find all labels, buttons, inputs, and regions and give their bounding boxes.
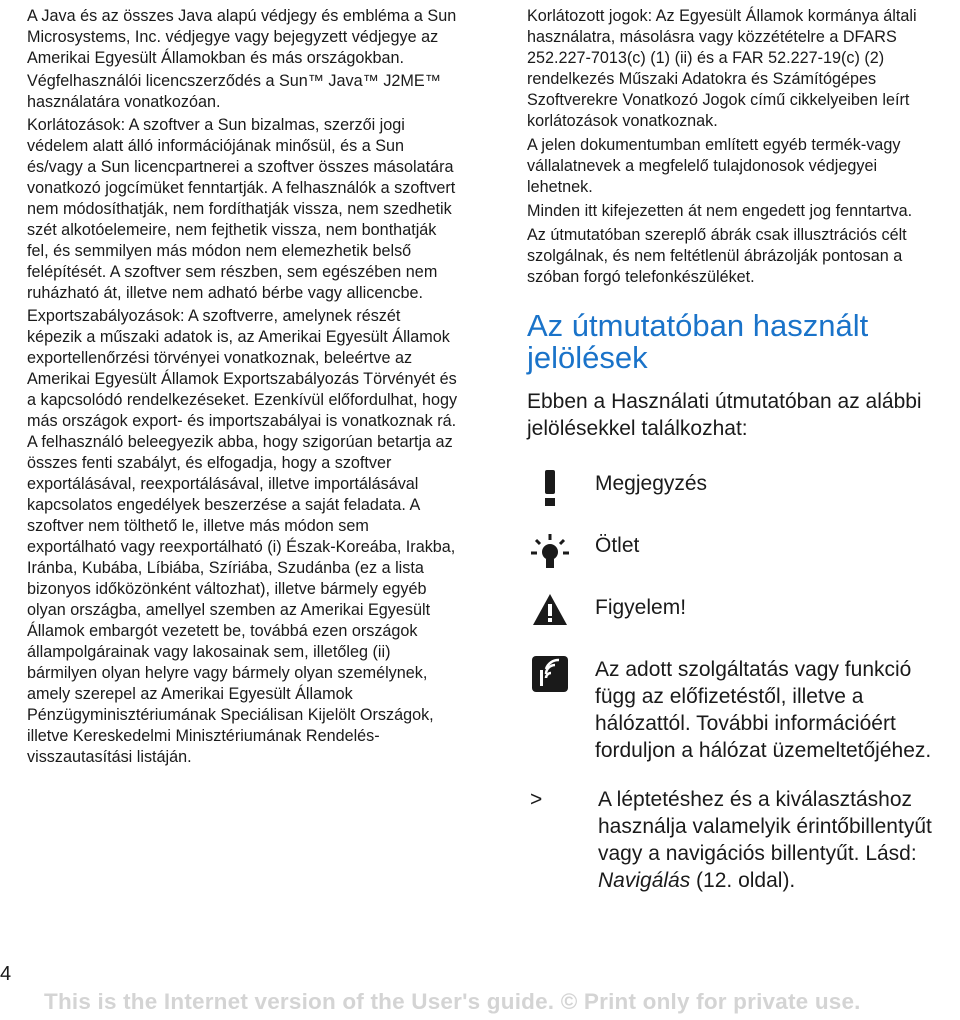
other-trademarks-paragraph: A jelen dokumentumban említett egyéb termék-vagy vállalatnevek a megfelelő tulajdonosok védjegyei lehetnek.	[527, 136, 901, 196]
navigation-symbol: >	[530, 788, 543, 811]
legend-item-network	[527, 656, 945, 764]
exclamation-icon	[527, 470, 573, 510]
illustrations-paragraph: Az útmutatóban szereplő ábrák csak illusztrációs célt szolgálnak, és nem feltétlenül ábrázolják pontosan a szóban forgó telefonkészüléket.	[527, 226, 907, 286]
symbol-legend	[527, 470, 945, 894]
lightbulb-icon	[527, 532, 573, 572]
navigation-link[interactable]: Navigálás	[598, 869, 691, 892]
section-heading: Az útmutatóban használt jelölések	[527, 308, 869, 375]
left-column	[27, 6, 459, 770]
legend-item-note	[527, 470, 945, 510]
java-trademark-paragraph: A Java és az összes Java alapú védjegy és embléma a Sun Microsystems, Inc. védjegye vagy bejegyzett védjegye az Amerikai Egyesült Államokban és más országokban.	[27, 7, 457, 67]
navigation-note-text: A léptetéshez és a kiválasztáshoz használja valamelyik érintőbillentyűt vagy a navigációs billentyűt. Lásd:	[598, 788, 932, 865]
rights-reserved-paragraph: Minden itt kifejezetten át nem engedett jog fenntartva.	[527, 202, 913, 220]
restricted-rights-paragraph: Korlátozott jogok: Az Egyesült Államok kormánya általi használatra, másolásra vagy közzétételre a DFARS 252.227-7013(c) (1) (ii) és a FAR 52.227-19(c) (2) rendelkezés Műszaki Adatokra és Számítógépes Szoftverekre Vonatkozó Jogok című cikkelyeiben leírt korlátozások vonatkoznak.	[527, 7, 917, 130]
eula-title-paragraph: Végfelhasználói licencszerződés a Sun™ Java™ J2ME™ használatára vonatkozóan.	[27, 72, 441, 111]
navigation-note	[598, 786, 945, 894]
page-number: 4	[0, 963, 12, 985]
network-service-icon	[527, 656, 573, 696]
legend-item-tip	[527, 532, 945, 572]
legend-item-navigation	[527, 786, 945, 894]
legend-item-warning	[527, 594, 945, 634]
warning-triangle-icon	[527, 594, 573, 634]
legend-label-note: Megjegyzés	[595, 472, 708, 495]
section-intro: Ebben a Használati útmutatóban az alábbi jelölésekkel találkozhat:	[527, 390, 922, 440]
legend-label-tip: Ötlet	[595, 534, 640, 557]
restrictions-paragraph: Korlátozások: A szoftver a Sun bizalmas, szerzői jogi védelem alatt álló információjának minősül, és a Sun és/vagy a Sun licencpartnerei a szoftver összes másolatára vonatkozó jogcímüket fenntartják. A felhasználók a szoftvert nem módosíthatják, nem fordíthatják vissza, nem szedhetik szét alkotóelemeire, nem fejthetik vissza, nem bonthatják fel, és semmilyen más módon nem elemezhetik belső felépítését. A szoftver sem részben, sem egészében nem ruházható át, illetve nem adható bérbe vagy allicencbe.	[27, 116, 456, 302]
legend-label-network: Az adott szolgáltatás vagy funkció függ az előfizetéstől, illetve a hálózattól. További információért forduljon a hálózat üzemeltetőjéhez.	[595, 658, 932, 762]
export-regulations-paragraph: Exportszabályozások: A szoftverre, amelynek részét képezik a műszaki adatok is, az Amerikai Egyesült Államok exportellenőrzési törvényei vonatkoznak, beleértve az Amerikai Egyesült Államok Exportszabályozás Törvényét és a kapcsolódó rendelkezéseket. Ezenkívül előfordulhat, hogy más országok export- és importszabályai is vonatkoznak rá. A felhasználó beleegyezik abba, hogy szigorúan betartja az összes fenti szabályt, és elfogadja, hogy a szoftver exportálásával, reexportálásával, illetve importálásával kapcsolatos engedélyek beszerzése a saját feladata. A szoftver nem tölthető le, illetve más módon sem exportálható vagy reexportálható (i) Észak-Koreába, Irakba, Iránba, Kubába, Líbiába, Szíriába, Szudánba (ez a lista bizonyos időközönként változhat), illetve bármely egyéb olyan országba, amellyel szemben az Amerikai Egyesült Államok embargót vezetett be, továbbá ezen országok állampolgárainak vagy lakosainak sem, illetőleg (ii) bármilyen olyan helyre vagy bármely olyan személynek, amely szerepel az Amerikai Egyesült Államok Pénzügyminisztériumának Speciálisan Kijelölt Országok, illetve Kereskedelmi Minisztériumának Rendelés-visszautasítási listáján.	[27, 307, 458, 766]
right-column	[527, 6, 945, 916]
legend-label-warning: Figyelem!	[595, 596, 687, 619]
watermark: This is the Internet version of the User's guide. © Print only for private use.	[44, 989, 861, 1014]
navigation-note-page: (12. oldal).	[690, 869, 796, 892]
